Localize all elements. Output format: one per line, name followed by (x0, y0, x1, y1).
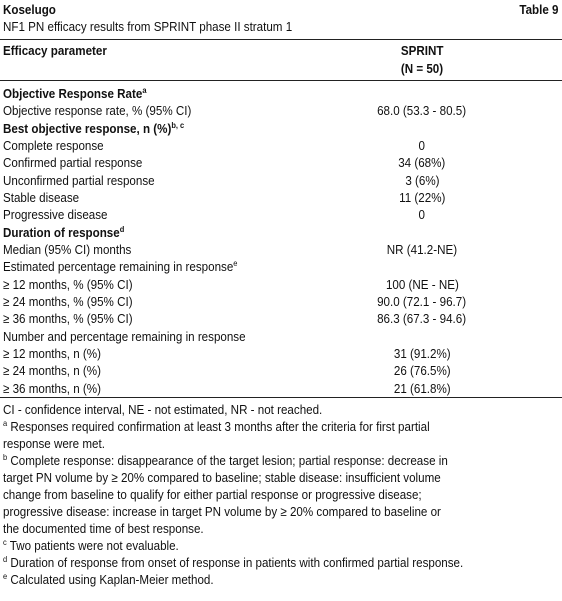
footnote-text: the documented time of best response. (3, 521, 204, 536)
footnote-marker: a (3, 418, 8, 428)
row-label-text: Objective response rate, % (95% CI) (3, 103, 192, 119)
table-row (0, 310, 562, 327)
row-label-text: ≥ 12 months, n (%) (3, 345, 101, 361)
row-label (3, 206, 108, 223)
brand-name: Koselugo (3, 2, 56, 17)
column-header-sprint-name: SPRINT (400, 43, 444, 58)
footnote-text: change from baseline to qualify for either partial response or progressive disease; (3, 487, 422, 502)
footnote-marker: b, c (171, 119, 185, 130)
footnote-marker: c (3, 537, 7, 547)
row-label-text: Progressive disease (3, 207, 108, 223)
footnote-e (3, 571, 556, 588)
row-label-text: Estimated percentage remaining in response (3, 259, 234, 275)
footnotes (3, 401, 556, 588)
table-row (0, 172, 562, 189)
row-label-text: Stable disease (3, 189, 80, 205)
row-value-cell (327, 293, 517, 310)
footnote-text: Responses required confirmation at least 3 months after the criteria for first partial (7, 419, 430, 434)
row-value-cell (327, 85, 517, 102)
table-row (0, 241, 562, 258)
table-section-row (0, 120, 562, 137)
row-label (3, 189, 79, 206)
row-label (3, 345, 101, 362)
row-label-text: Objective Response Rate (3, 86, 143, 101)
row-value: NR (41.2-NE) (386, 241, 458, 257)
row-value: 0 (418, 137, 426, 153)
table-title: NF1 PN efficacy results from SPRINT phase II stratum 1 (3, 19, 293, 34)
row-value-cell (327, 120, 517, 137)
footnote-text: Duration of response from onset of response in patients with confirmed partial response. (7, 555, 464, 570)
row-label (3, 241, 131, 258)
row-value-cell (327, 172, 517, 189)
row-value: 21 (61.8%) (393, 380, 451, 396)
row-label (3, 328, 246, 345)
row-value-cell (327, 276, 517, 293)
footnote-line (3, 571, 214, 588)
table-row (0, 276, 562, 293)
table-row (0, 380, 562, 397)
row-label-text: Complete response (3, 137, 104, 153)
table-row (0, 189, 562, 206)
row-value-cell (327, 154, 517, 171)
row-label (3, 276, 133, 293)
table-section-row (0, 224, 562, 241)
row-value-cell (327, 362, 517, 379)
row-label (3, 380, 101, 397)
footnote-c (3, 537, 556, 554)
row-label-text: Number and percentage remaining in response (3, 328, 246, 344)
row-value: 34 (68%) (398, 155, 446, 171)
footnote-abbreviations: CI - confidence interval, NE - not estimated, NR - not reached. (3, 402, 323, 417)
row-label (3, 102, 191, 119)
row-label-text: Best objective response, n (%) (3, 120, 172, 136)
row-label (3, 258, 237, 275)
row-value: 68.0 (53.3 - 80.5) (377, 103, 467, 119)
footnote-line (3, 435, 105, 452)
row-label-text: ≥ 36 months, % (95% CI) (3, 311, 133, 327)
row-label (3, 154, 142, 171)
row-value: 26 (76.5%) (393, 363, 451, 379)
row-label (3, 137, 104, 154)
footnote-line (3, 452, 448, 469)
row-label (3, 362, 101, 379)
row-label (3, 310, 133, 327)
footnote-marker: b (3, 452, 8, 462)
row-value: 31 (91.2%) (393, 345, 451, 361)
table-header-row (0, 40, 562, 81)
footnote-line (3, 418, 430, 435)
table-section-row (0, 85, 562, 102)
table-row (0, 154, 562, 171)
footnote-text: Calculated using Kaplan-Meier method. (7, 572, 214, 587)
row-label-text: Duration of response (3, 224, 120, 240)
footnote-line (3, 503, 441, 520)
row-value-cell (327, 241, 517, 258)
column-header-sprint-n: (N = 50) (400, 61, 444, 76)
footnote-line (3, 537, 179, 554)
document-header (3, 1, 558, 37)
row-value-cell (327, 345, 517, 362)
footnote-text: Complete response: disappearance of the target lesion; partial response: decrease in (7, 453, 448, 468)
row-label (3, 120, 184, 137)
table-body (0, 81, 562, 398)
footnote-marker: e (3, 571, 8, 581)
row-value: 11 (22%) (398, 189, 446, 205)
table-row (0, 258, 562, 275)
row-value-cell (327, 206, 517, 223)
footnote-d (3, 554, 556, 571)
row-label (3, 293, 133, 310)
footnote-text: response were met. (3, 436, 105, 451)
footnote-text: target PN volume by ≥ 20% compared to baseline; stable disease: insufficient volume (3, 470, 441, 485)
footnote-b (3, 452, 556, 537)
footnote-text: Two patients were not evaluable. (6, 538, 179, 553)
row-value: 100 (NE - NE) (385, 276, 459, 292)
table-row (0, 293, 562, 310)
footnote-text: progressive disease: increase in target PN volume by ≥ 20% compared to baseline or (3, 504, 441, 519)
row-label-text: ≥ 36 months, n (%) (3, 380, 101, 396)
footnote-line (3, 469, 441, 486)
footnote-a (3, 418, 556, 452)
row-label-text: Unconfirmed partial response (3, 172, 155, 188)
row-value: 86.3 (67.3 - 94.6) (377, 311, 467, 327)
row-value: 0 (418, 207, 426, 223)
efficacy-table (0, 39, 562, 398)
footnote-line (3, 520, 204, 537)
column-header-parameter: Efficacy parameter (3, 43, 107, 58)
row-value-cell (327, 258, 517, 275)
row-value-cell (327, 224, 517, 241)
row-value-cell (327, 189, 517, 206)
footnote-line (3, 554, 463, 571)
row-value-cell (327, 328, 517, 345)
row-label-text: ≥ 24 months, n (%) (3, 363, 101, 379)
footnote-marker: a (142, 85, 147, 95)
row-label (3, 85, 146, 102)
row-value-cell (327, 102, 517, 119)
table-row (0, 137, 562, 154)
row-value: 3 (6%) (404, 172, 440, 188)
row-label-text: Confirmed partial response (3, 155, 143, 171)
table-row (0, 206, 562, 223)
footnote-marker: e (233, 258, 238, 269)
row-label-text: ≥ 24 months, % (95% CI) (3, 293, 133, 309)
table-row (0, 345, 562, 362)
table-row (0, 102, 562, 119)
row-value-cell (327, 137, 517, 154)
footnote-line (3, 486, 422, 503)
footnote-marker: d (3, 554, 8, 564)
column-header-sprint (327, 42, 517, 78)
table-row (0, 328, 562, 345)
row-value: 90.0 (72.1 - 96.7) (377, 293, 467, 309)
row-value-cell (327, 310, 517, 327)
row-label (3, 172, 155, 189)
footnote-marker: d (119, 223, 125, 234)
row-value-cell (327, 380, 517, 397)
row-label (3, 224, 124, 241)
table-number: Table 9 (518, 2, 558, 17)
table-row (0, 362, 562, 379)
row-label-text: ≥ 12 months, % (95% CI) (3, 276, 133, 292)
row-label-text: Median (95% CI) months (3, 241, 132, 257)
